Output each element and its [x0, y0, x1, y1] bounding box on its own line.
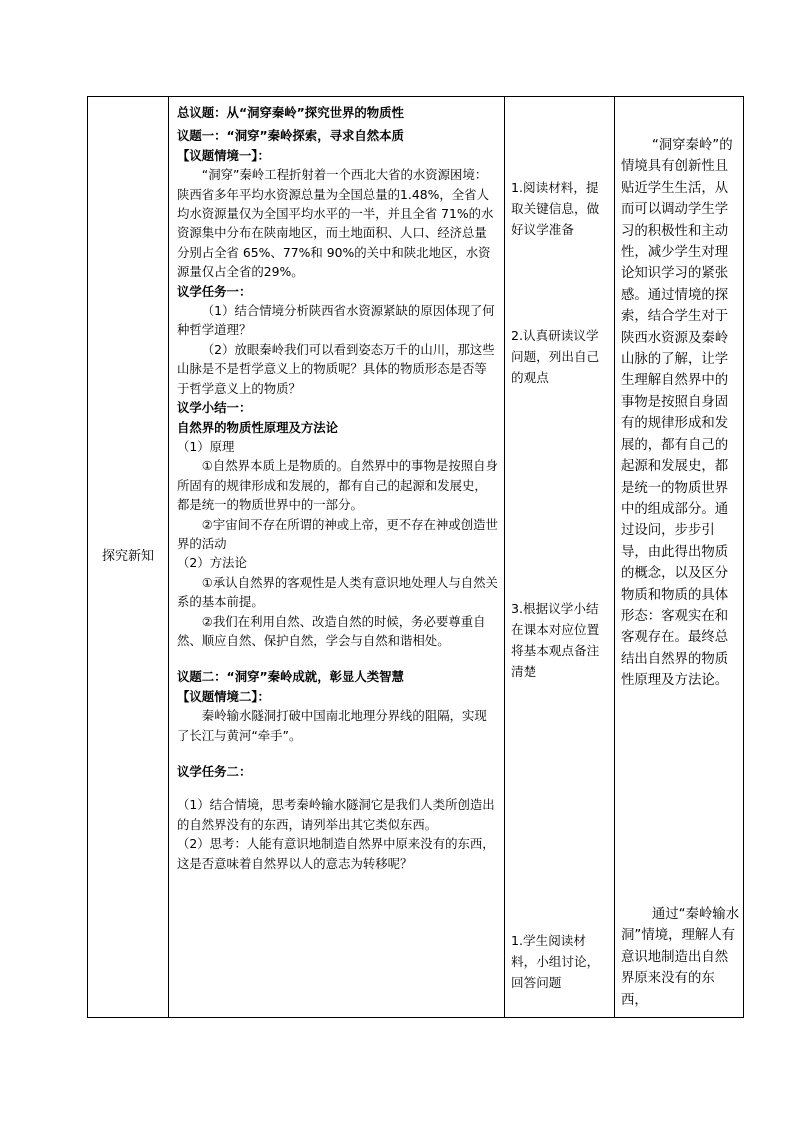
- task-two-question-2: （2）思考：人能有意识地制造自然界中原来没有的东西，这是否意味着自然界以人的意志为转移呢？: [177, 836, 495, 871]
- topic-one-title: 议题一：“洞穿”秦岭探索，寻求自然本质: [177, 128, 404, 144]
- method-item-1: ①承认自然界的客观性是人类有意识地处理人与自然关系的基本前提。: [177, 574, 498, 610]
- principle-item-2: ②宇宙间不存在所谓的神或上帝，更不存在神或创造世界的活动: [177, 516, 498, 551]
- principle-label: （1）原理: [177, 438, 235, 454]
- lesson-plan-table: [87, 96, 744, 1018]
- situation-two-text: 秦岭输水隧洞打破中国南北地理分界线的阻隔，实现了长江与黄河“牵手”。: [177, 708, 487, 743]
- student-activity-3: 3.根据议学小结在课本对应位置将基本观点备注清楚: [511, 601, 600, 679]
- content-cell: [169, 97, 505, 1018]
- situation-one-title: 【议题情境一】：: [177, 147, 270, 163]
- student-activity-4: 1.学生阅读材料，小组讨论，回答问题: [511, 933, 600, 990]
- task-one-question-1: （1）结合情境分析陕西省水资源紧缺的原因体现了何种哲学道理？: [177, 303, 495, 338]
- situation-one-text: “洞穿”秦岭工程折射着一个西北大省的水资源困境：陕西省多年平均水资源总量为全国总量的1.48%，全省人均水资源量仅为全国平均水平的一半，并且全省 71%的水资源集中分布在陕南地区，而土地面积、人口、经济总量分别占全省 65%、77%和 90%的关中和陕北地区，水资源量仅占全省的29%。: [177, 167, 494, 280]
- stage-cell: [88, 97, 169, 1018]
- spacer: [177, 781, 498, 795]
- method-label: （2）方法论: [177, 555, 247, 571]
- main-topic: 总议题：从“洞穿秦岭”探究世界的物质性: [177, 105, 404, 120]
- task-one-title: 议学任务一：: [177, 283, 252, 299]
- design-intent-1: “洞穿秦岭”的情境具有创新性且贴近学生生活，从而可以调动学生学习的积极性和主动性，减少学生对理论知识学习的紧张感。通过情境的探索，结合学生对于陕西水资源及秦岭山脉的了解，让学生理解自然界中的事物是按照自身固有的规律形成和发展的，都有自己的起源和发展史，都是统一的物质世界中的组成部分。通过设问，步步引导，由此得出物质的概念，以及区分物质和物质的具体形态：客观实在和客观存在。最终总结出自然界的物质性原理及方法论。: [621, 138, 733, 689]
- topic-two-title: 议题二：“洞穿”秦岭成就，彰显人类智慧: [177, 669, 404, 685]
- stage-label: 探究新知: [101, 549, 154, 564]
- design-intent-2: 通过“秦岭输水洞”情境，理解人有意识地制造出自然界原来没有的东西，: [621, 907, 740, 1008]
- summary-one-heading: 自然界的物质性原理及方法论: [177, 419, 339, 435]
- spacer: [177, 745, 498, 762]
- summary-one-title: 议学小结一：: [177, 400, 252, 416]
- task-two-question-1: （1）结合情境，思考秦岭输水隧洞它是我们人类所创造出的自然界没有的东西，请列举出其它类似东西。: [177, 797, 495, 832]
- design-intent-cell: [615, 97, 744, 1018]
- method-item-2: ②我们在利用自然、改造自然的时候，务必要尊重自然、顺应自然、保护自然，学会与自然和谐相处。: [177, 613, 486, 648]
- spacer: [177, 650, 498, 667]
- table-row: [88, 97, 744, 1018]
- student-activity-2: 2.认真研读议学问题，列出自己的观点: [511, 328, 600, 385]
- student-activity-cell: [505, 97, 615, 1018]
- student-activity-1: 1.阅读材料，提取关键信息，做好议学准备: [511, 180, 600, 237]
- principle-item-1: ①自然界本质上是物质的。自然界中的事物是按照自身所固有的规律形成和发展的，都有自己的起源和发展史，都是统一的物质世界中的一部分。: [177, 458, 498, 513]
- situation-two-title: 【议题情境二】：: [177, 688, 270, 704]
- task-two-title: 议学任务二：: [177, 764, 252, 779]
- task-one-question-2: （2）放眼秦岭我们可以看到姿态万千的山川，那这些山脉是不是哲学意义上的物质呢？具体的物质形态是否等于哲学意义上的物质？: [177, 341, 495, 396]
